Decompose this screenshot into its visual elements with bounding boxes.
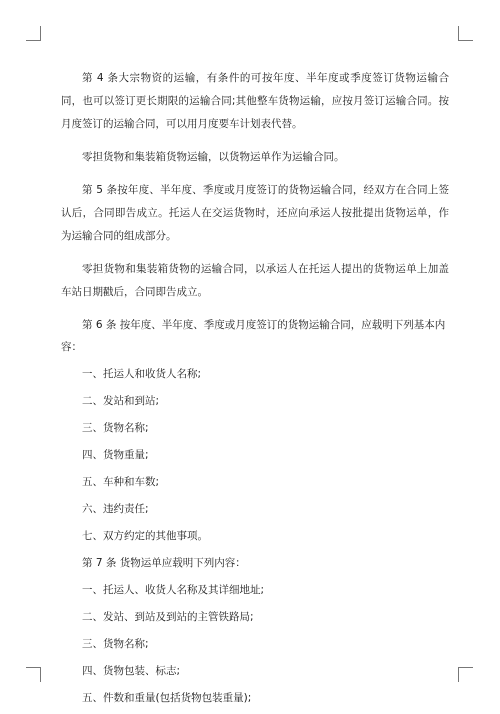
document-body [61,67,449,714]
list-item: 三、货物名称; [82,638,149,650]
crop-mark-top-left [26,26,41,41]
crop-mark-bottom-right [458,667,473,682]
list-item: 五、件数和重量(包括货物包装重量); [82,692,252,704]
list-item: 一、托运人、收货人名称及其详细地址; [82,584,265,596]
paragraph-less-than-carload: 零担货物和集装箱货物运输，以货物运单作为运输合同。 [82,151,345,163]
list-item: 三、货物名称; [82,422,149,434]
list-item: 四、货物重量; [82,449,149,461]
list-item: 二、发站和到站; [82,395,160,407]
paragraph-article-6: 第 6 条 按年度、半年度、季度或月度签订的货物运输合同，应载明下列基本内容： [61,319,446,353]
crop-mark-top-right [458,26,473,41]
list-item: 四、货物包装、标志; [82,665,181,677]
paragraph-container-contract: 零担货物和集装箱货物的运输合同，以承运人在托运人提出的货物运单上加盖车站日期戳后，合同即告成立。 [61,263,449,298]
list-item: 六、违约责任; [82,503,149,515]
list-item: 一、托运人和收货人名称; [82,368,202,380]
paragraph-article-5: 第 5 条按年度、半年度、季度或月度签订的货物运输合同，经双方在合同上签认后，合同即告成立。托运人在交运货物时，还应向承运人按批提出货物运单，作为运输合同的组成部分。 [61,184,449,242]
list-item: 七、双方约定的其他事项。 [82,530,208,542]
list-item: 五、车种和车数; [82,476,160,488]
crop-mark-bottom-left [26,667,41,682]
list-item: 二、发站、到站及到站的主管铁路局; [82,611,254,623]
paragraph-article-4: 第 4 条大宗物资的运输，有条件的可按年度、半年度或季度签订货物运输合同，也可以签订更长期限的运输合同;其他整车货物运输，应按月签订运输合同。按月度签订的运输合同，可以用月度要车计划表代替。 [61,72,449,130]
paragraph-article-7: 第 7 条 货物运单应载明下列内容： [82,557,246,569]
